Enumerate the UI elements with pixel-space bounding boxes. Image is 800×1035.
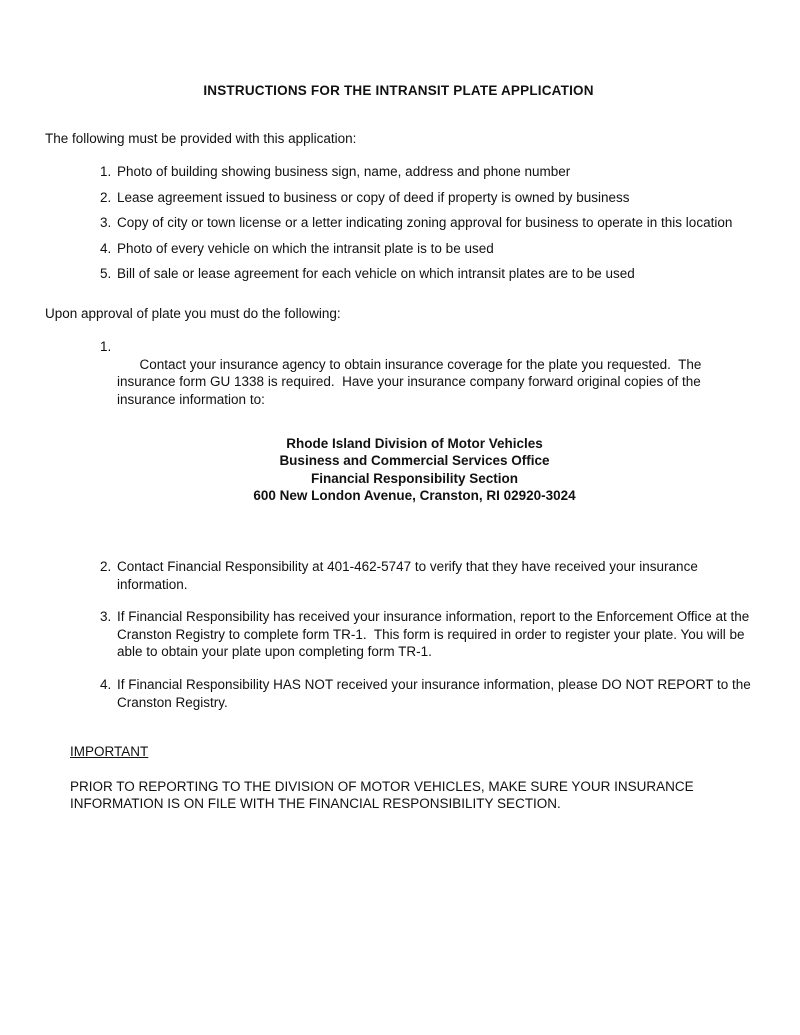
list-item: 3. If Financial Responsibility has received your insurance information, report to the Enforcement Office at the Cranston Registry to complete form TR-1. This form is required in order to register your plate. You will be able to obtain your plate upon completing form TR-1.	[115, 608, 752, 661]
intro-approval-text: Upon approval of plate you must do the following:	[45, 305, 341, 321]
list-item: 4. Photo of every vehicle on which the intransit plate is to be used	[115, 240, 752, 258]
important-text: PRIOR TO REPORTING TO THE DIVISION OF MOTOR VEHICLES, MAKE SURE YOUR INSURANCE INFORMATION IS ON FILE WITH THE FINANCIAL RESPONSIBILITY SECTION.	[70, 778, 698, 812]
list-item: 1. Photo of building showing business sign, name, address and phone number	[115, 163, 752, 181]
list-item: 5. Bill of sale or lease agreement for each vehicle on which intransit plates are to be used	[115, 265, 752, 283]
address-line: Business and Commercial Services Office	[279, 453, 550, 469]
provided-items-list	[45, 163, 752, 283]
list-item-text: Contact your insurance agency to obtain insurance coverage for the plate you requested. The insurance form GU 1338 is required. Have your insurance company forward original copies of the insurance information to:	[117, 356, 706, 408]
dmv-address-block	[77, 435, 752, 504]
list-item: 2. Contact Financial Responsibility at 401-462-5747 to verify that they have received your insurance information.	[115, 558, 752, 593]
important-heading: IMPORTANT	[70, 744, 149, 760]
closing-section	[70, 743, 752, 813]
list-item: 4. If Financial Responsibility HAS NOT received your insurance information, please DO NOT REPORT to the Cranston Registry.	[115, 676, 752, 711]
address-line: Rhode Island Division of Motor Vehicles	[286, 436, 543, 452]
address-line: 600 New London Avenue, Cranston, RI 02920-3024	[253, 487, 576, 503]
list-item: 3. Copy of city or town license or a letter indicating zoning approval for business to operate in this location	[115, 214, 752, 232]
list-item	[115, 338, 752, 543]
intro-provided-text: The following must be provided with this application:	[45, 130, 357, 146]
address-line: Financial Responsibility Section	[310, 470, 519, 486]
approval-steps-list	[45, 338, 755, 711]
page-title: INSTRUCTIONS FOR THE INTRANSIT PLATE APPLICATION	[203, 83, 594, 98]
list-item: 2. Lease agreement issued to business or copy of deed if property is owned by business	[115, 189, 752, 207]
